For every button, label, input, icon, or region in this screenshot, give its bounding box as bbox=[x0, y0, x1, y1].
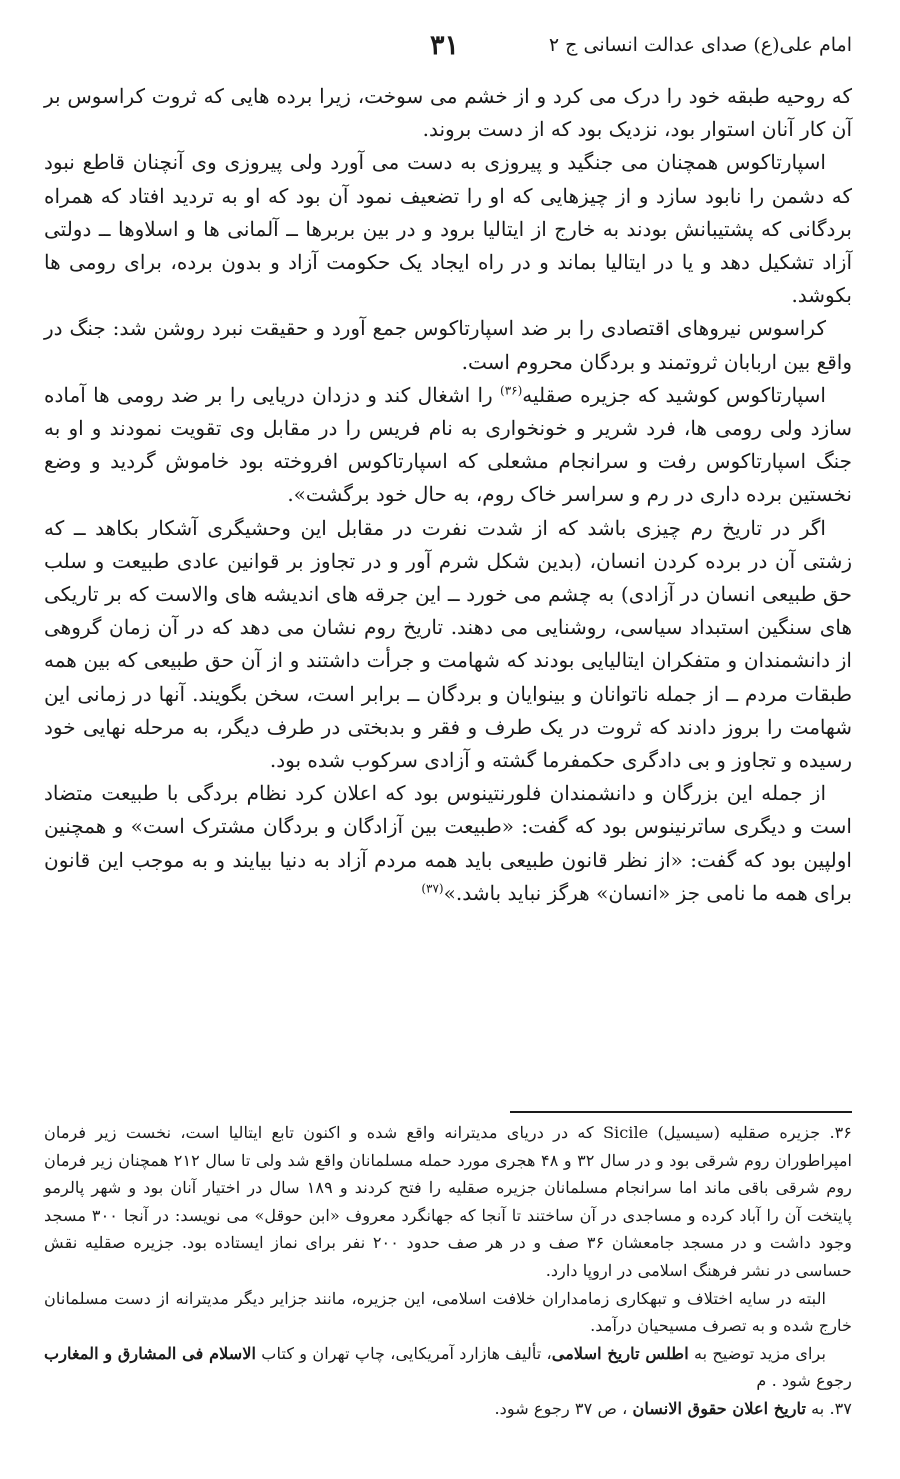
footnote-text: رجوع شود . م bbox=[756, 1371, 852, 1391]
footnote-divider bbox=[510, 1111, 852, 1113]
footnote-text: برای مزید توضیح به bbox=[688, 1343, 826, 1363]
footnote-36-continued: البته در سایه اختلاف و تبهکاری زمامداران خلافت اسلامی، این جزیره، مانند جزایر دیگر مدیترانه از دست مسلمانان خارج شده و به تصرف مسیحیان درآمد. bbox=[44, 1288, 852, 1336]
book-title: الاسلام فی المشارق و المغارب bbox=[44, 1343, 257, 1363]
footnote-ref-36[interactable]: (۳۶) bbox=[500, 383, 523, 398]
paragraph-text: از جمله این بزرگان و دانشمندان فلورنتینوس بود که اعلان کرد نظام بردگی با طبیعت متضاد است و دیگری ساترنینوس بود که گفت: «طبیعت بین آزادگان و بردگان مشترک است» و همچنین اولپین بود که گفت: «از نظر قانون طبیعی باید همه مردم آزاد به دنیا بیایند و به موجب این قانون برای همه ما نامی جز «انسان» هرگز نباید باشد.» bbox=[44, 781, 852, 905]
book-title: اطلس تاریخ اسلامی bbox=[551, 1343, 689, 1363]
paragraph: که روحیه طبقه خود را درک می کرد و از خشم می سوخت، زیرا برده هایی که ثروت کراسوس بر آن کار آنان استوار بود، نزدیک بود که از دست بروند. bbox=[44, 84, 852, 142]
main-text bbox=[44, 80, 852, 910]
paragraph bbox=[44, 777, 852, 910]
running-title: امام علی(ع) صدای عدالت انسانی ج ۲ bbox=[548, 34, 852, 56]
footnote-37 bbox=[44, 1395, 852, 1423]
footnote-text: ۳۷. به bbox=[805, 1398, 852, 1418]
paragraph-text: اسپارتاکوس کوشید که جزیره صقلیه bbox=[522, 382, 826, 407]
paragraph: کراسوس نیروهای اقتصادی را بر ضد اسپارتاکوس جمع آورد و حقیقت نبرد روشن شد: جنگ در واقع بین اربابان ثروتمند و بردگان محروم است. bbox=[44, 316, 852, 374]
paragraph: اگر در تاریخ رم چیزی باشد که از شدت نفرت در مقابل این وحشیگری آشکار بکاهد ــ که زشتی آن در برده کردن انسان، (بدین شکل شرم آور و در تجاوز بر قوانین عادی طبیعت و سلب حق طبیعی انسان در آزادی) به چشم می خورد ــ این جرقه های اندیشه های والاست که بر تاریکی های سنگین استبداد سیاسی، روشنایی می دهند. تاریخ روم نشان می دهد که در آن زمان گروهی از دانشمندان و متفکران ایتالیایی بودند که شهامت و جرأت داشتند و از آن حق طبیعی که بین همه طبقات مردم ــ از جمله ناتوانان و بینوایان و بردگان ــ برابر است، سخن بگویند. آنها در زمانی این شهامت را بروز دادند که ثروت در یک طرف و فقر و بدبختی در طرف دیگر، به مرحله نهایی خود رسیده و تجاوز و بی دادگری حکمفرما گشته و آزادی سرکوب شده بود. bbox=[44, 515, 852, 773]
footnote-36: ۳۶. جزیره صقلیه (سیسیل) Sicile که در دریای مدیترانه واقع شده و اکنون تابع ایتالیا است، نخست زیر فرمان امپراطوران روم شرقی بود و در سال ۳۲ و ۴۸ هجری مورد حمله مسلمانان واقع شد ولی تا سال ۲۱۲ همچنان زیر فرمان روم شرقی باقی ماند اما سرانجام مسلمانان جزیره صقلیه را فتح کردند و ۱۸۹ سال در اختیار آنان بود و شهر پالرمو پایتخت آن را آباد کرده و مساجدی در آن ساختند تا آنجا که جهانگرد معروف «ابن حوقل» می نویسد: در آنجا ۳۰۰ مسجد وجود داشت و در مسجد جامعشان ۳۶ صف و در هر صف حدود ۲۰۰ نفر برای نماز ایستاده بود. جزیره صقلیه نقش حساسی در نشر فرهنگ اسلامی در اروپا دارد. bbox=[44, 1123, 852, 1280]
footnote-text: ، تألیف هازارد آمریکایی، چاپ تهران و کتاب bbox=[256, 1343, 552, 1363]
paragraph-text: را اشغال کند و دزدان دریایی را بر ضد رومی ها آماده سازد ولی رومی ها، فرد شریر و خونخواری به نام فریس را در مقابل وی تقویت نمودند و او به جنگ اسپارتاکوس رفت و سرانجام مشعلی که اسپارتاکوس افروخته بود خاموش گردید و وضع نخستین برده داری در رم و سراسر خاک روم، به حال خود برگشت». bbox=[44, 382, 852, 507]
book-title: تاریخ اعلان حقوق الانسان bbox=[632, 1398, 806, 1418]
footnote-ref-37[interactable]: (۳۷) bbox=[421, 881, 444, 896]
page-number: ۳۱ bbox=[430, 30, 460, 61]
footnotes bbox=[44, 1119, 852, 1423]
paragraph bbox=[44, 379, 852, 512]
paragraph: اسپارتاکوس همچنان می جنگید و پیروزی به دست می آورد ولی پیروزی وی آنچنان قاطع نبود که دشمن را نابود سازد و از چیزهایی که او را تضعیف نمود آن بود که او به تردید افتاد که همراه بردگانی که پشتیبانش بودند به خارج از ایتالیا برود و در بین بربرها ــ آلمانی ها و اسلاوها ــ دولتی آزاد تشکیل دهد و یا در ایتالیا بماند و در راه ایجاد یک حکومت آزاد و بدون برده، برای رومی ها بکوشد. bbox=[44, 150, 853, 308]
footnote-text: ، ص ۳۷ رجوع شود. bbox=[494, 1398, 633, 1418]
page-header bbox=[40, 30, 852, 70]
footnote-36-reference bbox=[44, 1340, 852, 1395]
